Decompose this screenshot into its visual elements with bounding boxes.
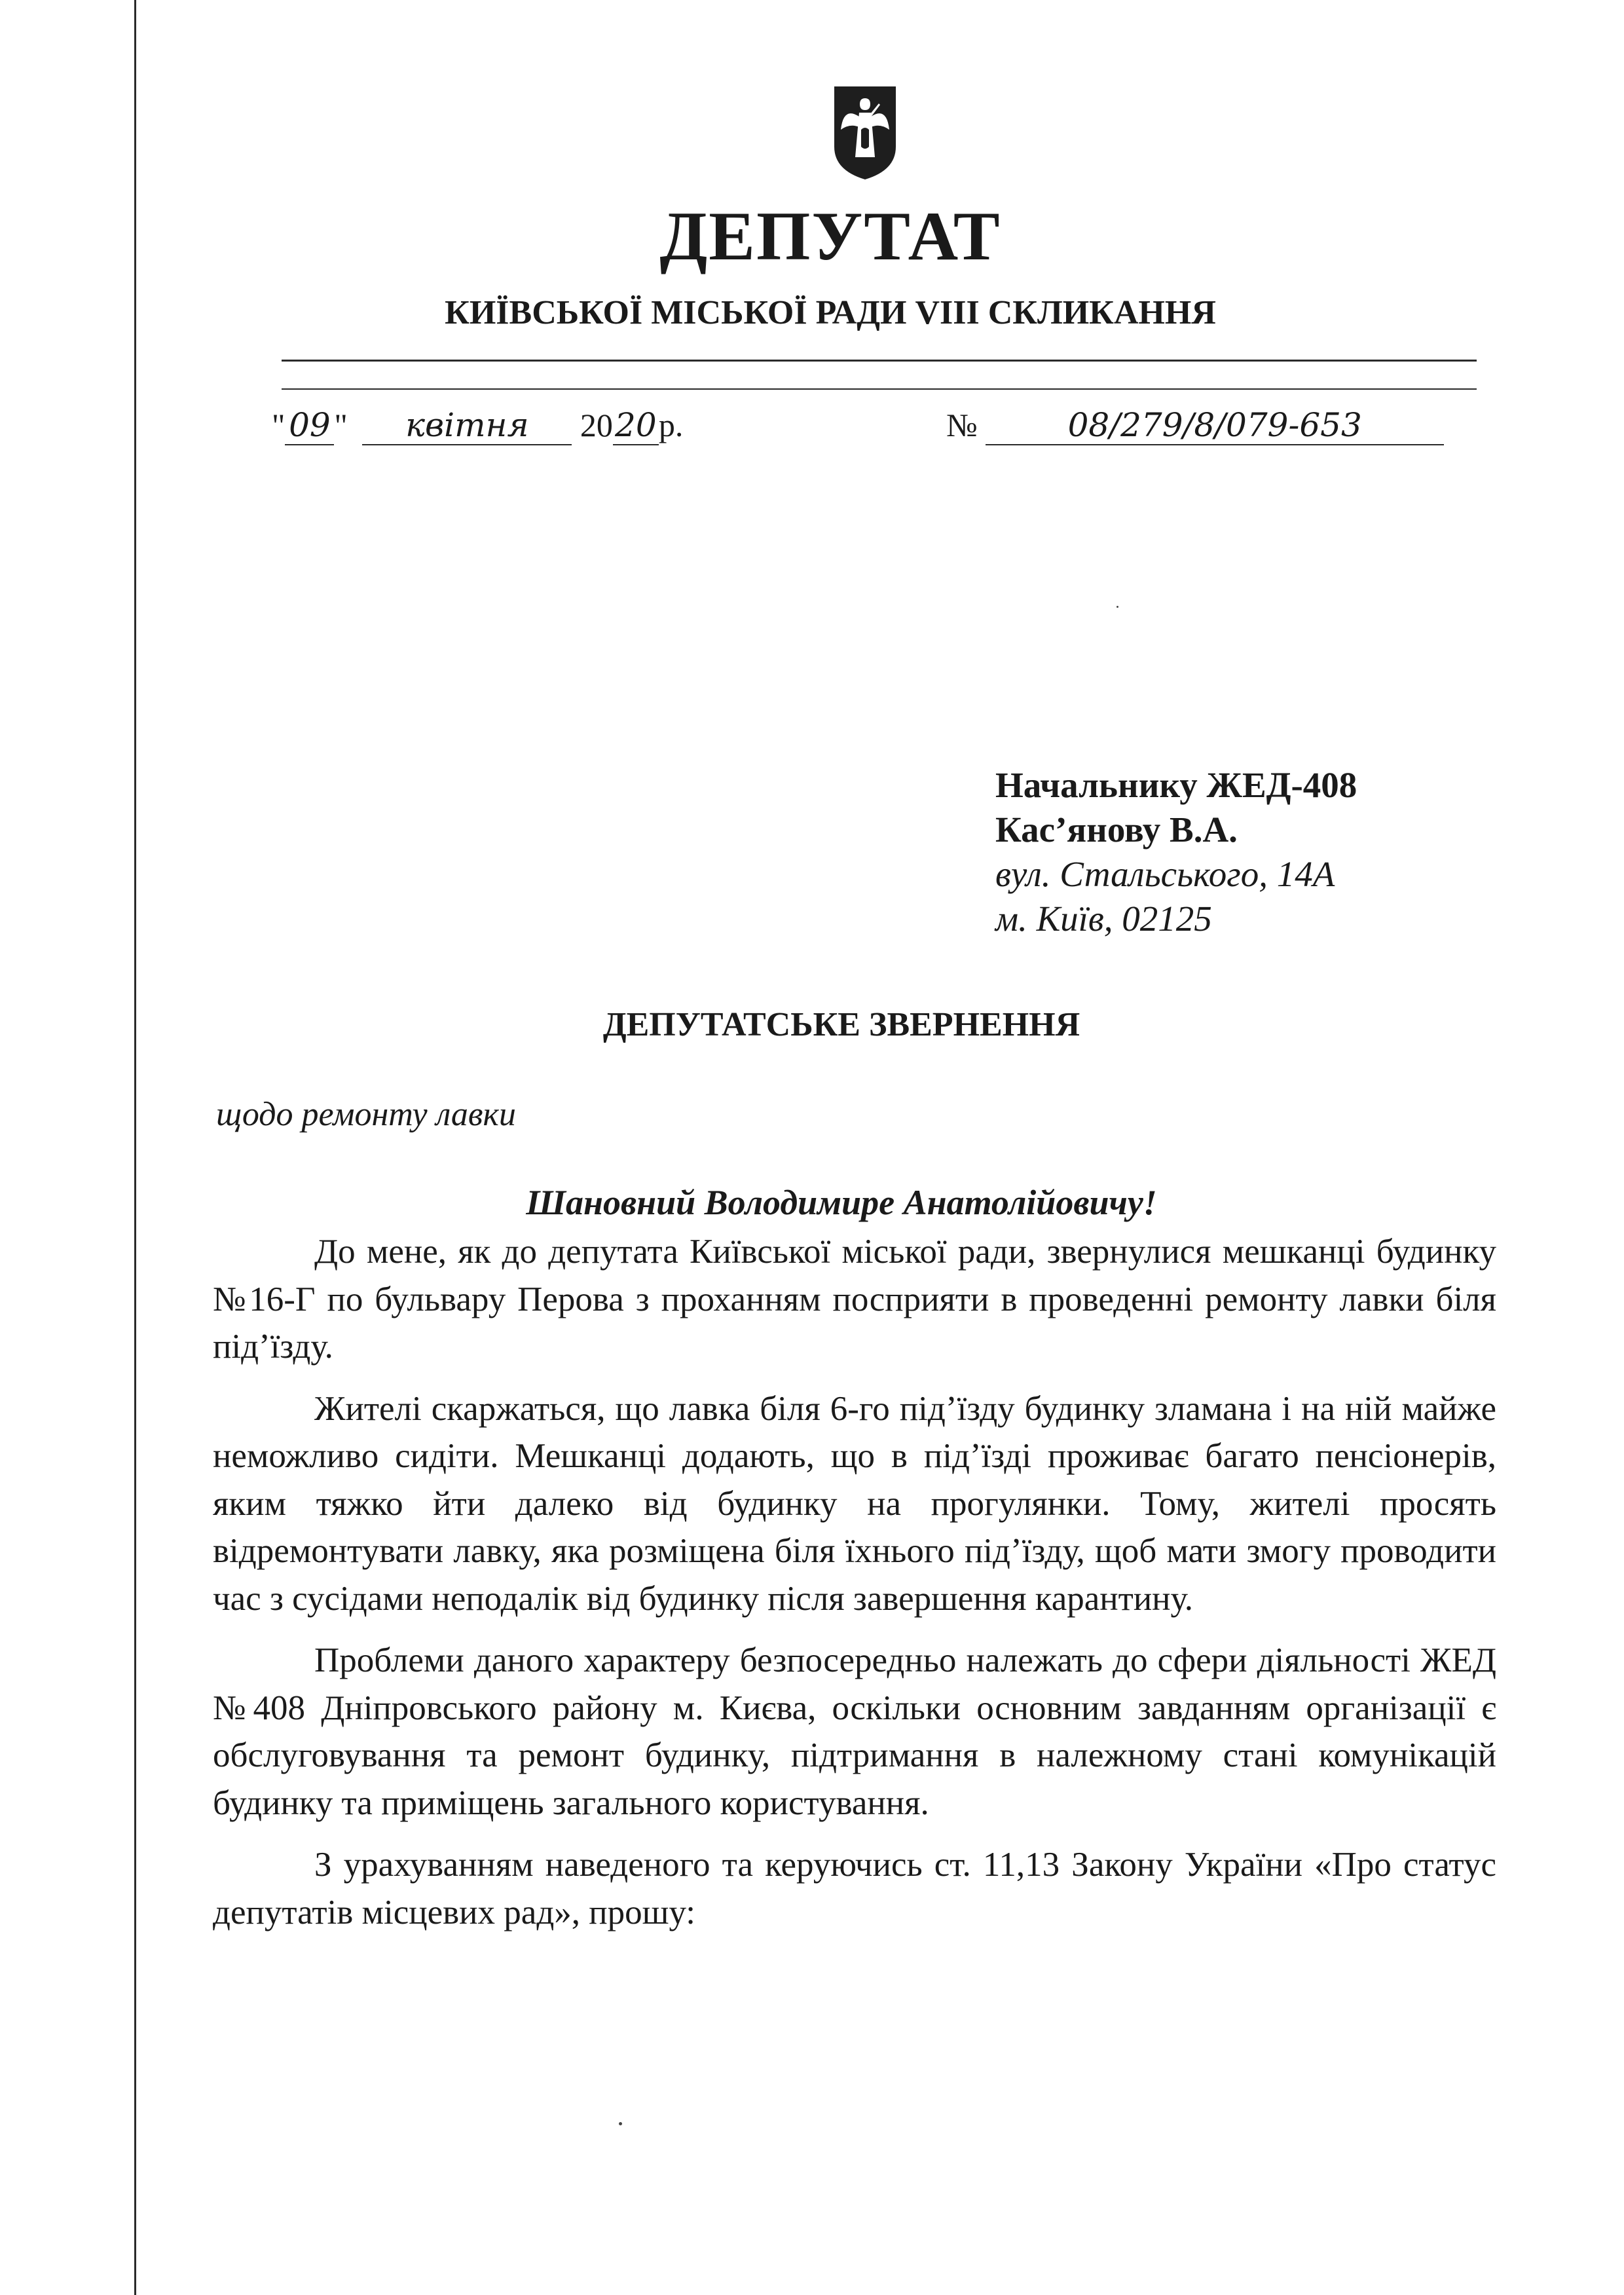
addressee-city: м. Київ, 02125 [995,899,1212,939]
binding-margin-line [134,0,136,2295]
date-year-mark: р. [658,407,684,443]
registration-number [946,406,1477,458]
addressee-street: вул. Стальського, 14А [995,854,1335,894]
date-year-suffix: 20 [613,406,659,445]
scan-speck [619,2122,622,2125]
addressee-name: Кас’янову В.А. [995,810,1238,849]
body-paragraph: Проблеми даного характеру безпосередньо належать до сфери діяльності ЖЕД №408 Дніпровського району м. Києва, оскільки основним завданням організації є обслуговування та ремонт будинку, підтримання в належному стані комунікацій будинку та приміщень загального користування. [213,1641,1496,1822]
registration-number-value: 08/279/8/079-653 [986,406,1444,445]
scan-speck [1116,606,1118,608]
document-subject: щодо ремонту лавки [216,1096,516,1133]
letter-body [213,1228,1496,1950]
number-sign: № [946,407,978,443]
kyiv-coat-of-arms-icon [830,84,900,182]
body-paragraph: З урахуванням наведеного та керуючись ст. 11,13 Закону України «Про статус депутатів місцевих рад», прошу: [213,1846,1496,1931]
body-paragraph: До мене, як до депутата Київської міської ради, звернулися мешканці будинку №16-Г по бульвару Перова з проханням посприяти в проведенні ремонту лавки біля під’їзду. [213,1233,1496,1366]
header-divider [282,360,1477,362]
body-paragraph: Жителі скаржаться, що лавка біля 6-го під’їзду будинку зламана і на ній майже неможливо сидіти. Мешканці додають, що в під’їзді проживає багато пенсіонерів, яким тяжко йти далеко від будинку на прогулянки. Тому, жителі просять відремонтувати лавку, яка розміщена біля їхнього під’їзду, щоб мати змогу проводити час з сусідами неподалік від будинку після завершення карантину. [213,1389,1496,1618]
addressee-position: Начальнику ЖЕД-408 [995,765,1357,805]
date-month: квітня [362,406,572,445]
date-year-prefix: 20 [580,407,613,443]
date-day: 09 [285,406,334,445]
salutation: Шановний Володимире Анатолійовичу! [526,1183,1157,1222]
date-close-quote: " [334,407,348,443]
document-title: ДЕПУТАТСЬКЕ ЗВЕРНЕННЯ [602,1006,1080,1043]
header-title: ДЕПУТАТ [659,198,1001,274]
header-divider-secondary [282,388,1477,390]
date-open-quote: " [272,407,286,443]
addressee-block [995,763,1357,941]
header-subtitle: КИЇВСЬКОЇ МІСЬКОЇ РАДИ VIII СКЛИКАННЯ [445,294,1216,331]
letter-date [272,406,763,458]
